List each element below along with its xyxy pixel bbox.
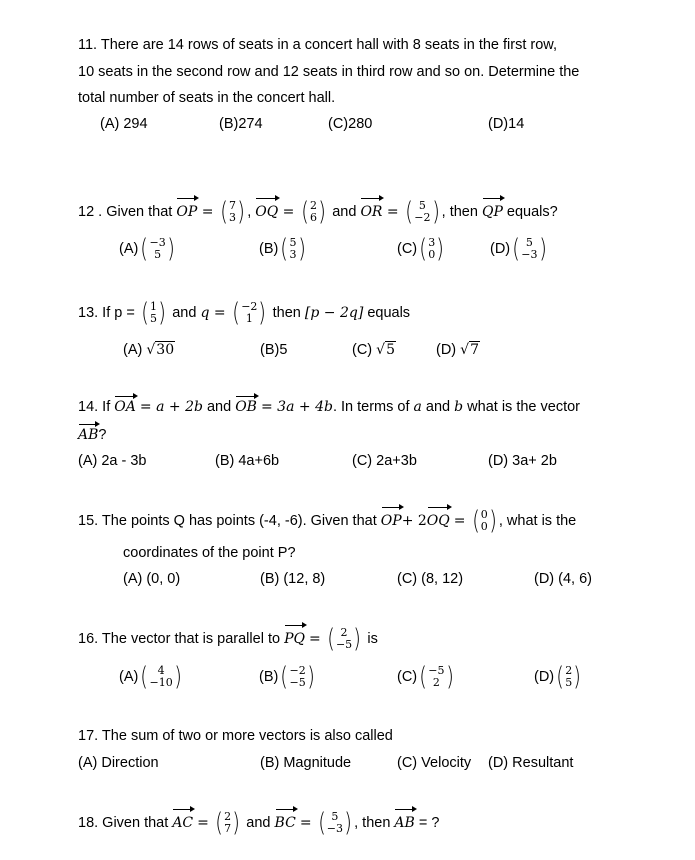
- q18-stem: 18. Given that AC = ( 2 7 ) and BC = ( 5 −3 ) , then AB = ?: [78, 808, 440, 839]
- vector-bc: BC: [275, 808, 296, 836]
- q17-option-c: (C) Velocity: [397, 755, 472, 771]
- q15-option-b: (B) (12, 8): [260, 571, 326, 587]
- q12-prefix: 12 . Given that: [78, 204, 173, 220]
- column-vector-bc: ( 5 −3 ): [317, 808, 352, 839]
- q14-option-b: (B) 4a+6b: [215, 453, 280, 469]
- q13-stem: 13. If p = ( 1 5 ) and q = ( −2 1 ) then [p − 2q] equals: [78, 298, 411, 329]
- q11-line3: total number of seats in the concert hall.: [78, 90, 336, 106]
- q13-option-c: (C) √5: [352, 342, 396, 358]
- q17-option-a: (A) Direction: [78, 755, 159, 771]
- vector-ab: AB: [78, 423, 98, 445]
- expression-p-minus-2q: [p − 2q]: [304, 305, 364, 321]
- q15-stem-line2: coordinates of the point P?: [123, 545, 296, 561]
- q15-option-c: (C) (8, 12): [397, 571, 464, 587]
- q14-option-d: (D) 3a+ 2b: [488, 453, 557, 469]
- column-vector-oq: ( 2 6 ): [301, 197, 326, 228]
- vector-qp: QP: [482, 197, 503, 225]
- vector-op: OP: [381, 506, 402, 534]
- q15-option-a: (A) (0, 0): [123, 571, 181, 587]
- q11-option-c: (C)280: [328, 116, 373, 132]
- column-vector-ac: ( 2 7 ): [215, 808, 240, 839]
- q15-option-d: (D) (4, 6): [534, 571, 592, 587]
- q17-option-b: (B) Magnitude: [260, 755, 352, 771]
- vector-ab: AB: [394, 808, 414, 836]
- q13-option-d: (D) √7: [436, 342, 480, 358]
- vector-oq: OQ: [255, 197, 278, 225]
- vector-ac: AC: [172, 808, 193, 836]
- column-vector-q: ( −2 1 ): [232, 298, 267, 329]
- q14-stem-line1: 14. If OA = a + 2b and OB = 3a + 4b. In terms of a and b what is the vector: [78, 395, 580, 417]
- column-vector-p: ( 1 5 ): [141, 298, 166, 329]
- q11-line2: 10 seats in the second row and 12 seats in third row and so on. Determine the: [78, 64, 580, 80]
- q15-stem-line1: 15. The points Q has points (-4, -6). Given that OP+ 2OQ = ( 0 0 ) , what is the: [78, 506, 577, 537]
- q17-option-d: (D) Resultant: [488, 755, 574, 771]
- q11-option-b: (B)274: [219, 116, 263, 132]
- q11-line1: 11. There are 14 rows of seats in a concert hall with 8 seats in the first row,: [78, 37, 558, 53]
- q11-option-d: (D)14: [488, 116, 525, 132]
- vector-op: OP: [176, 197, 197, 225]
- q13-option-a: (A) √30: [123, 342, 175, 358]
- column-vector-zero: ( 0 0 ): [471, 506, 497, 537]
- column-vector-op: ( 7 3 ): [220, 197, 245, 228]
- vector-or: OR: [360, 197, 382, 225]
- q12-option-c: (C) ( 3 0 ): [397, 234, 445, 265]
- q17-stem: 17. The sum of two or more vectors is also called: [78, 728, 393, 744]
- q11-option-a: (A) 294: [100, 116, 148, 132]
- q16-option-c: (C) ( −5 2 ): [397, 662, 454, 693]
- q16-stem: 16. The vector that is parallel to PQ = ( 2 −5 ) is: [78, 624, 378, 655]
- q13-option-b: (B)5: [260, 342, 288, 358]
- q14-option-a: (A) 2a - 3b: [78, 453, 147, 469]
- q12-option-a: (A) ( −3 5 ): [119, 234, 175, 265]
- column-vector-pq: ( 2 −5 ): [327, 624, 362, 655]
- q14-option-c: (C) 2a+3b: [352, 453, 417, 469]
- q12-option-b: (B) ( 5 3 ): [259, 234, 306, 265]
- q14-stem-line2: AB?: [78, 423, 106, 445]
- q16-option-b: (B) ( −2 −5 ): [259, 662, 315, 693]
- column-vector-or: ( 5 −2 ): [405, 197, 440, 228]
- vector-oa: OA: [114, 395, 136, 417]
- q16-option-a: (A) ( 4 −10 ): [119, 662, 182, 693]
- vector-oq: OQ: [427, 506, 450, 534]
- q12-option-d: (D) ( 5 −3 ): [490, 234, 547, 265]
- vector-ob: OB: [235, 395, 257, 417]
- q12-stem: 12 . Given that OP = ( 7 3 ) , OQ = ( 2 6 ) and OR = ( 5 −2 ) , then QP equals?: [78, 197, 558, 228]
- q16-option-d: (D) ( 2 5 ): [534, 662, 582, 693]
- vector-pq: PQ: [284, 624, 305, 652]
